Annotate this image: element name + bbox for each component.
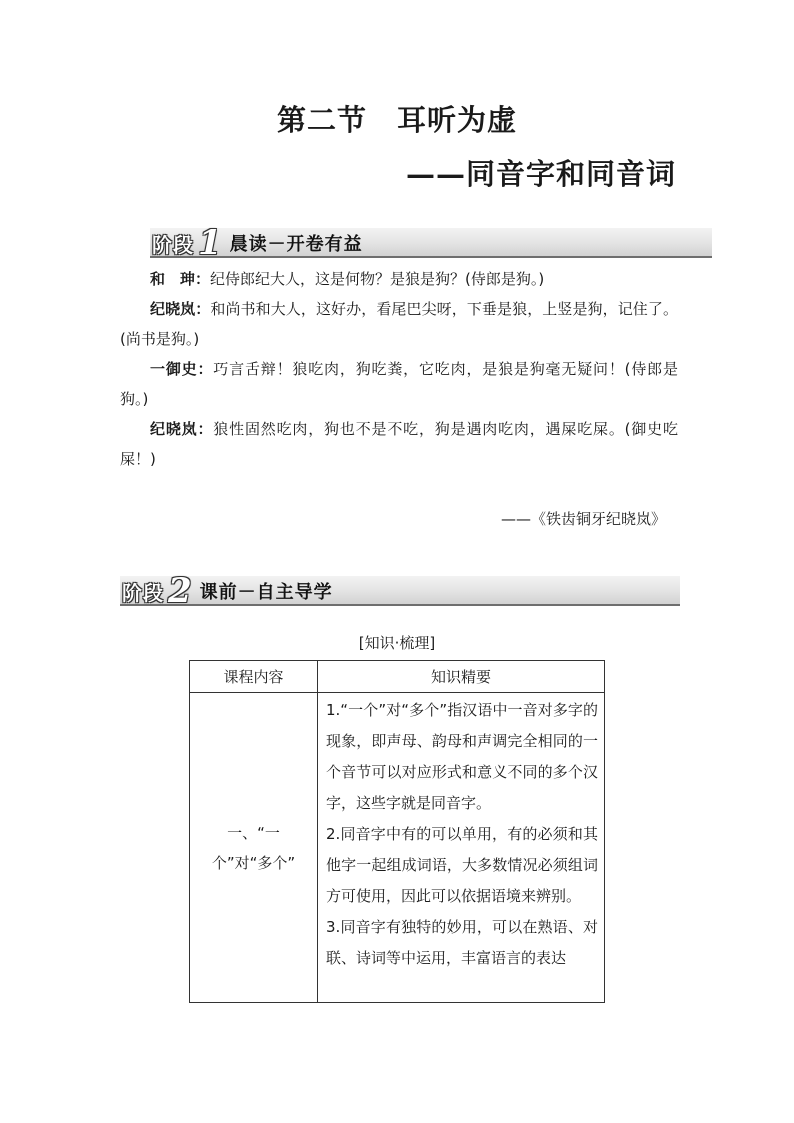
table-row [190, 693, 605, 1003]
stage-2-label: 阶段 [122, 580, 164, 605]
table-caption: [知识·梳理] [358, 634, 436, 652]
knowledge-point: 2.同音字中有的可以单用，有的必须和其他字一起组成词语，大多数情况必须组词方可使用，因此可以依据语境来辨别。 [326, 825, 598, 905]
dialogue-text: 纪侍郎纪大人，这是何物？是狼是狗？(侍郎是狗。) [210, 270, 545, 288]
dialogue-block [120, 264, 678, 474]
stage-2-header [120, 571, 680, 611]
stage-1-number: 1 [198, 223, 222, 263]
stage-2-number: 2 [168, 571, 192, 611]
dialogue-speaker: 和 珅： [150, 270, 211, 288]
dialogue-source: ——《铁齿铜牙纪晓岚》 [500, 510, 666, 528]
row-content [318, 693, 605, 1003]
knowledge-point: 3.同音字有独特的妙用，可以在熟语、对联、诗词等中运用，丰富语言的表达 [326, 918, 598, 967]
section-title: 第二节 耳听为虚 [276, 103, 517, 137]
stage-1-label: 阶段 [152, 232, 194, 257]
column-header-course-content: 课程内容 [190, 661, 318, 693]
stage-2-title: 课前－自主导学 [199, 582, 333, 603]
dialogue-text: 巧言舌辩！狼吃肉，狗吃粪，它吃肉，是狼是狗毫无疑问！(侍郎是狗。) [120, 360, 678, 408]
dialogue-line [120, 354, 678, 414]
knowledge-point: 1.“一个”对“多个”指汉语中一音对多字的现象，即声母、韵母和声调完全相同的一个音节可以对应形式和意义不同的多个汉字，这些字就是同音字。 [326, 701, 598, 812]
row-topic: 一、“一个”对“多个” [190, 693, 318, 1003]
dialogue-text: 狼性固然吃肉，狗也不是不吃，狗是遇肉吃肉，遇屎吃屎。(御史吃屎！) [120, 420, 678, 468]
dialogue-speaker: 纪晓岚： [150, 300, 211, 318]
dialogue-speaker: 纪晓岚： [150, 420, 214, 438]
dialogue-line [120, 414, 678, 474]
dialogue-line [120, 294, 678, 354]
stage-1-title: 晨读－开卷有益 [229, 234, 363, 255]
dialogue-speaker: 一御史： [150, 360, 214, 378]
section-subtitle: ——同音字和同音词 [405, 157, 676, 191]
dialogue-text: 和尚书和大人，这好办，看尾巴尖呀，下垂是狼，上竖是狗，记住了。(尚书是狗。) [120, 300, 678, 348]
stage-1-header [150, 223, 712, 263]
column-header-knowledge-points: 知识精要 [318, 661, 605, 693]
table-header-row [190, 661, 605, 693]
dialogue-line [120, 264, 678, 294]
knowledge-table [189, 660, 605, 1003]
